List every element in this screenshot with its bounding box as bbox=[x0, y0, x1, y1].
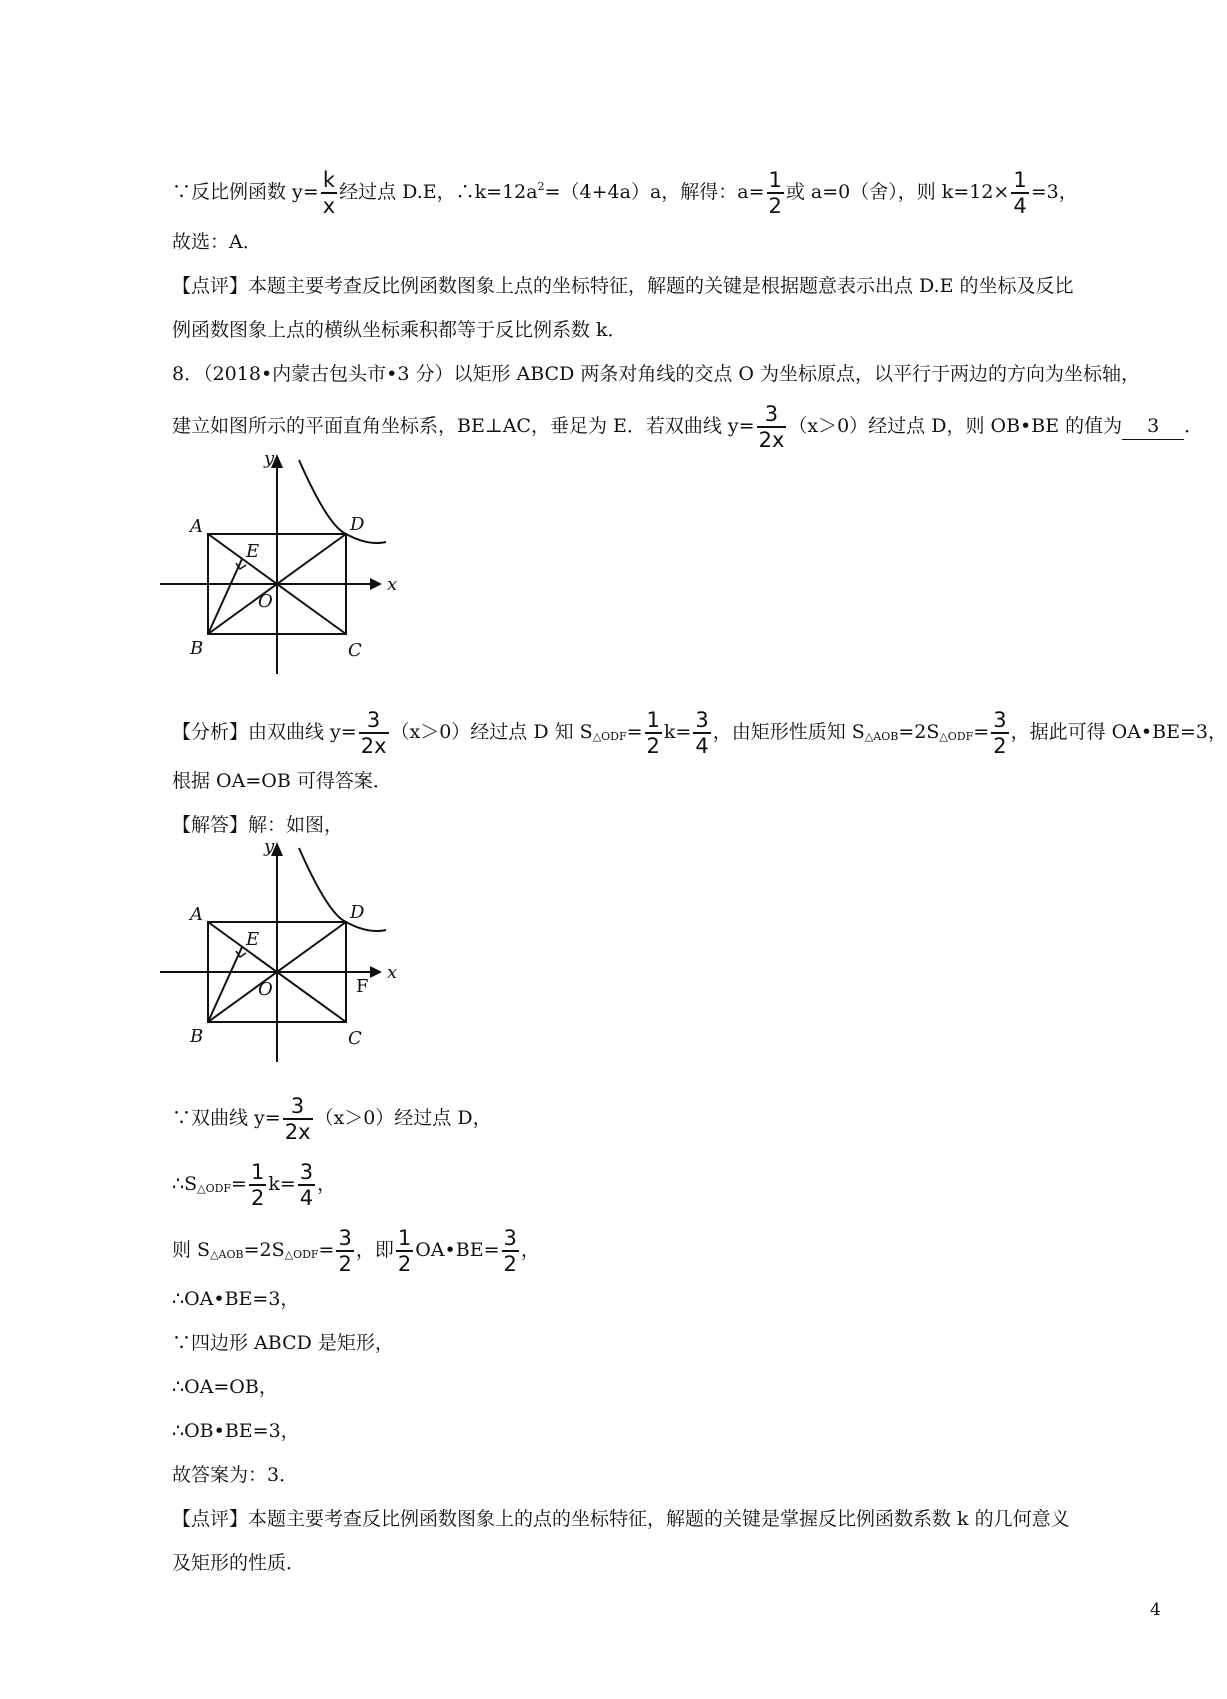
fraction bbox=[991, 708, 1008, 758]
fraction bbox=[359, 708, 389, 758]
text-line-2: 故选：A． bbox=[172, 231, 262, 253]
numerator: k bbox=[321, 168, 337, 194]
solution-heading: 【解答】解：如图， bbox=[172, 814, 344, 836]
text: = bbox=[973, 721, 990, 743]
numerator: 3 bbox=[338, 1226, 352, 1250]
denominator: 2 bbox=[646, 734, 660, 758]
comment-line-2: 例函数图象上点的横纵坐标乘积都等于反比例系数 k． bbox=[172, 319, 627, 341]
text: 则 S bbox=[172, 1239, 211, 1261]
fraction bbox=[321, 168, 337, 218]
fraction bbox=[645, 708, 662, 758]
text: = bbox=[231, 1173, 247, 1195]
numerator: 1 bbox=[768, 168, 782, 192]
text: （x＞0）经过点 D，则 OB•BE 的值为 bbox=[788, 415, 1123, 437]
figure-rectangle-hyperbola bbox=[160, 450, 420, 680]
text: ，即 bbox=[355, 1239, 394, 1261]
subscript: △ODF bbox=[592, 730, 627, 743]
label-x: x bbox=[387, 962, 398, 983]
subscript: △ODF bbox=[939, 730, 974, 743]
subscript: △ODF bbox=[284, 1248, 319, 1261]
text: （x＞0）经过点 D， bbox=[314, 1107, 492, 1129]
numerator: 3 bbox=[757, 402, 787, 428]
text: ∵反比例函数 y= bbox=[172, 181, 319, 203]
denominator: x bbox=[322, 194, 336, 218]
hyperbola-curve bbox=[299, 848, 386, 931]
fraction bbox=[249, 1160, 266, 1210]
comment2-line-2: 及矩形的性质． bbox=[172, 1552, 306, 1574]
solution-step-3 bbox=[172, 1226, 540, 1276]
label-x: x bbox=[387, 574, 398, 595]
solution-step-4: ∴OA•BE=3， bbox=[172, 1288, 300, 1310]
text: =2S bbox=[243, 1239, 285, 1261]
numerator: 1 bbox=[397, 1226, 412, 1250]
label-y: y bbox=[264, 836, 275, 857]
solution-step-6: ∴OA=OB， bbox=[172, 1376, 278, 1398]
figure-rectangle-hyperbola-with-f bbox=[160, 838, 420, 1068]
fraction bbox=[396, 1226, 413, 1276]
text: 建立如图所示的平面直角坐标系，BE⊥AC，垂足为 E．若双曲线 y= bbox=[172, 415, 755, 437]
denominator: 4 bbox=[299, 1186, 314, 1210]
denominator: 2x bbox=[360, 734, 387, 758]
text: （x＞0）经过点 D 知 S bbox=[390, 721, 593, 743]
text: ，由矩形性质知 S bbox=[712, 721, 865, 743]
label-c: C bbox=[348, 1028, 362, 1049]
label-a: A bbox=[190, 904, 203, 925]
denominator: 2 bbox=[250, 1186, 265, 1210]
x-axis-arrow bbox=[370, 966, 382, 978]
fraction bbox=[283, 1094, 313, 1144]
text: = bbox=[318, 1239, 335, 1261]
denominator: 2 bbox=[503, 1252, 517, 1276]
text: 或 a=0（舍），则 k=12× bbox=[785, 181, 1010, 203]
numerator: 1 bbox=[646, 708, 660, 732]
denominator: 2 bbox=[768, 194, 782, 218]
numerator: 1 bbox=[250, 1160, 265, 1184]
x-axis-arrow bbox=[370, 578, 382, 590]
label-b: B bbox=[190, 638, 204, 659]
denominator: 2 bbox=[338, 1252, 352, 1276]
numerator: 3 bbox=[299, 1160, 314, 1184]
fraction bbox=[1011, 168, 1028, 218]
solution-final-answer: 故答案为：3． bbox=[172, 1464, 299, 1486]
text: =3， bbox=[1030, 181, 1078, 203]
fraction bbox=[502, 1226, 519, 1276]
solution-step-1 bbox=[172, 1094, 492, 1144]
solution-step-2 bbox=[172, 1160, 336, 1210]
label-o: O bbox=[258, 591, 273, 612]
numerator: 3 bbox=[283, 1094, 313, 1120]
question-8-line-1: 8．（2018•内蒙古包头市•3 分）以矩形 ABCD 两条对角线的交点 O 为坐标原点，以平行于两边的方向为坐标轴， bbox=[172, 363, 1141, 385]
denominator: 2 bbox=[397, 1252, 412, 1276]
text: ∵双曲线 y= bbox=[172, 1107, 281, 1129]
solution-step-5: ∵四边形 ABCD 是矩形， bbox=[172, 1332, 394, 1354]
text: =（4+4a）a，解得：a= bbox=[544, 181, 765, 203]
hyperbola-curve bbox=[299, 460, 386, 543]
denominator: 2x bbox=[758, 428, 785, 452]
denominator: 2 bbox=[993, 734, 1007, 758]
text: ∴S bbox=[172, 1173, 198, 1195]
fraction bbox=[757, 402, 787, 452]
numerator: 3 bbox=[503, 1226, 517, 1250]
page-number: 4 bbox=[1150, 1600, 1161, 1620]
fraction bbox=[693, 708, 710, 758]
subscript: △AOB bbox=[864, 730, 899, 743]
label-e: E bbox=[246, 929, 260, 950]
denominator: 4 bbox=[695, 734, 709, 758]
numerator: 3 bbox=[993, 708, 1007, 732]
text: = bbox=[626, 721, 643, 743]
text: ． bbox=[1184, 415, 1204, 437]
label-b: B bbox=[190, 1026, 204, 1047]
fraction bbox=[767, 168, 784, 218]
text: ， bbox=[317, 1173, 337, 1195]
numerator: 3 bbox=[359, 708, 389, 734]
comment2-line-1: 【点评】本题主要考查反比例函数图象上的点的坐标特征，解题的关键是掌握反比例函数系数 k 的几何意义 bbox=[172, 1508, 1070, 1530]
text-line-1 bbox=[172, 168, 1078, 218]
numerator: 1 bbox=[1013, 168, 1027, 192]
label-f: F bbox=[356, 976, 369, 997]
label-d: D bbox=[350, 902, 365, 923]
question-8-line-2 bbox=[172, 402, 1203, 452]
label-e: E bbox=[246, 541, 260, 562]
denominator: 4 bbox=[1013, 194, 1027, 218]
solution-step-7: ∴OB•BE=3， bbox=[172, 1420, 300, 1442]
text: k= bbox=[268, 1173, 296, 1195]
subscript: △ODF bbox=[197, 1182, 232, 1195]
text: 经过点 D.E，∴k=12a bbox=[339, 181, 538, 203]
label-o: O bbox=[258, 979, 273, 1000]
text: =2S bbox=[898, 721, 940, 743]
text: 【分析】由双曲线 y= bbox=[172, 721, 357, 743]
fraction bbox=[336, 1226, 353, 1276]
answer-blank: 3 bbox=[1122, 413, 1184, 440]
fraction bbox=[298, 1160, 315, 1210]
analysis-line-2: 根据 OA=OB 可得答案． bbox=[172, 770, 392, 792]
text: ， bbox=[520, 1239, 540, 1261]
label-y: y bbox=[264, 448, 275, 469]
label-a: A bbox=[190, 516, 203, 537]
label-d: D bbox=[350, 514, 365, 535]
text: OA•BE= bbox=[415, 1239, 500, 1261]
superscript: 2 bbox=[537, 180, 545, 193]
numerator: 3 bbox=[695, 708, 709, 732]
label-c: C bbox=[348, 640, 362, 661]
denominator: 2x bbox=[284, 1120, 311, 1144]
subscript: △AOB bbox=[210, 1248, 244, 1261]
text: k= bbox=[663, 721, 692, 743]
comment-line-1: 【点评】本题主要考查反比例函数图象上点的坐标特征，解题的关键是根据题意表示出点 D.E 的坐标及反比 bbox=[172, 275, 1074, 297]
analysis-line-1 bbox=[172, 708, 1227, 758]
text: ，据此可得 OA•BE=3， bbox=[1010, 721, 1227, 743]
